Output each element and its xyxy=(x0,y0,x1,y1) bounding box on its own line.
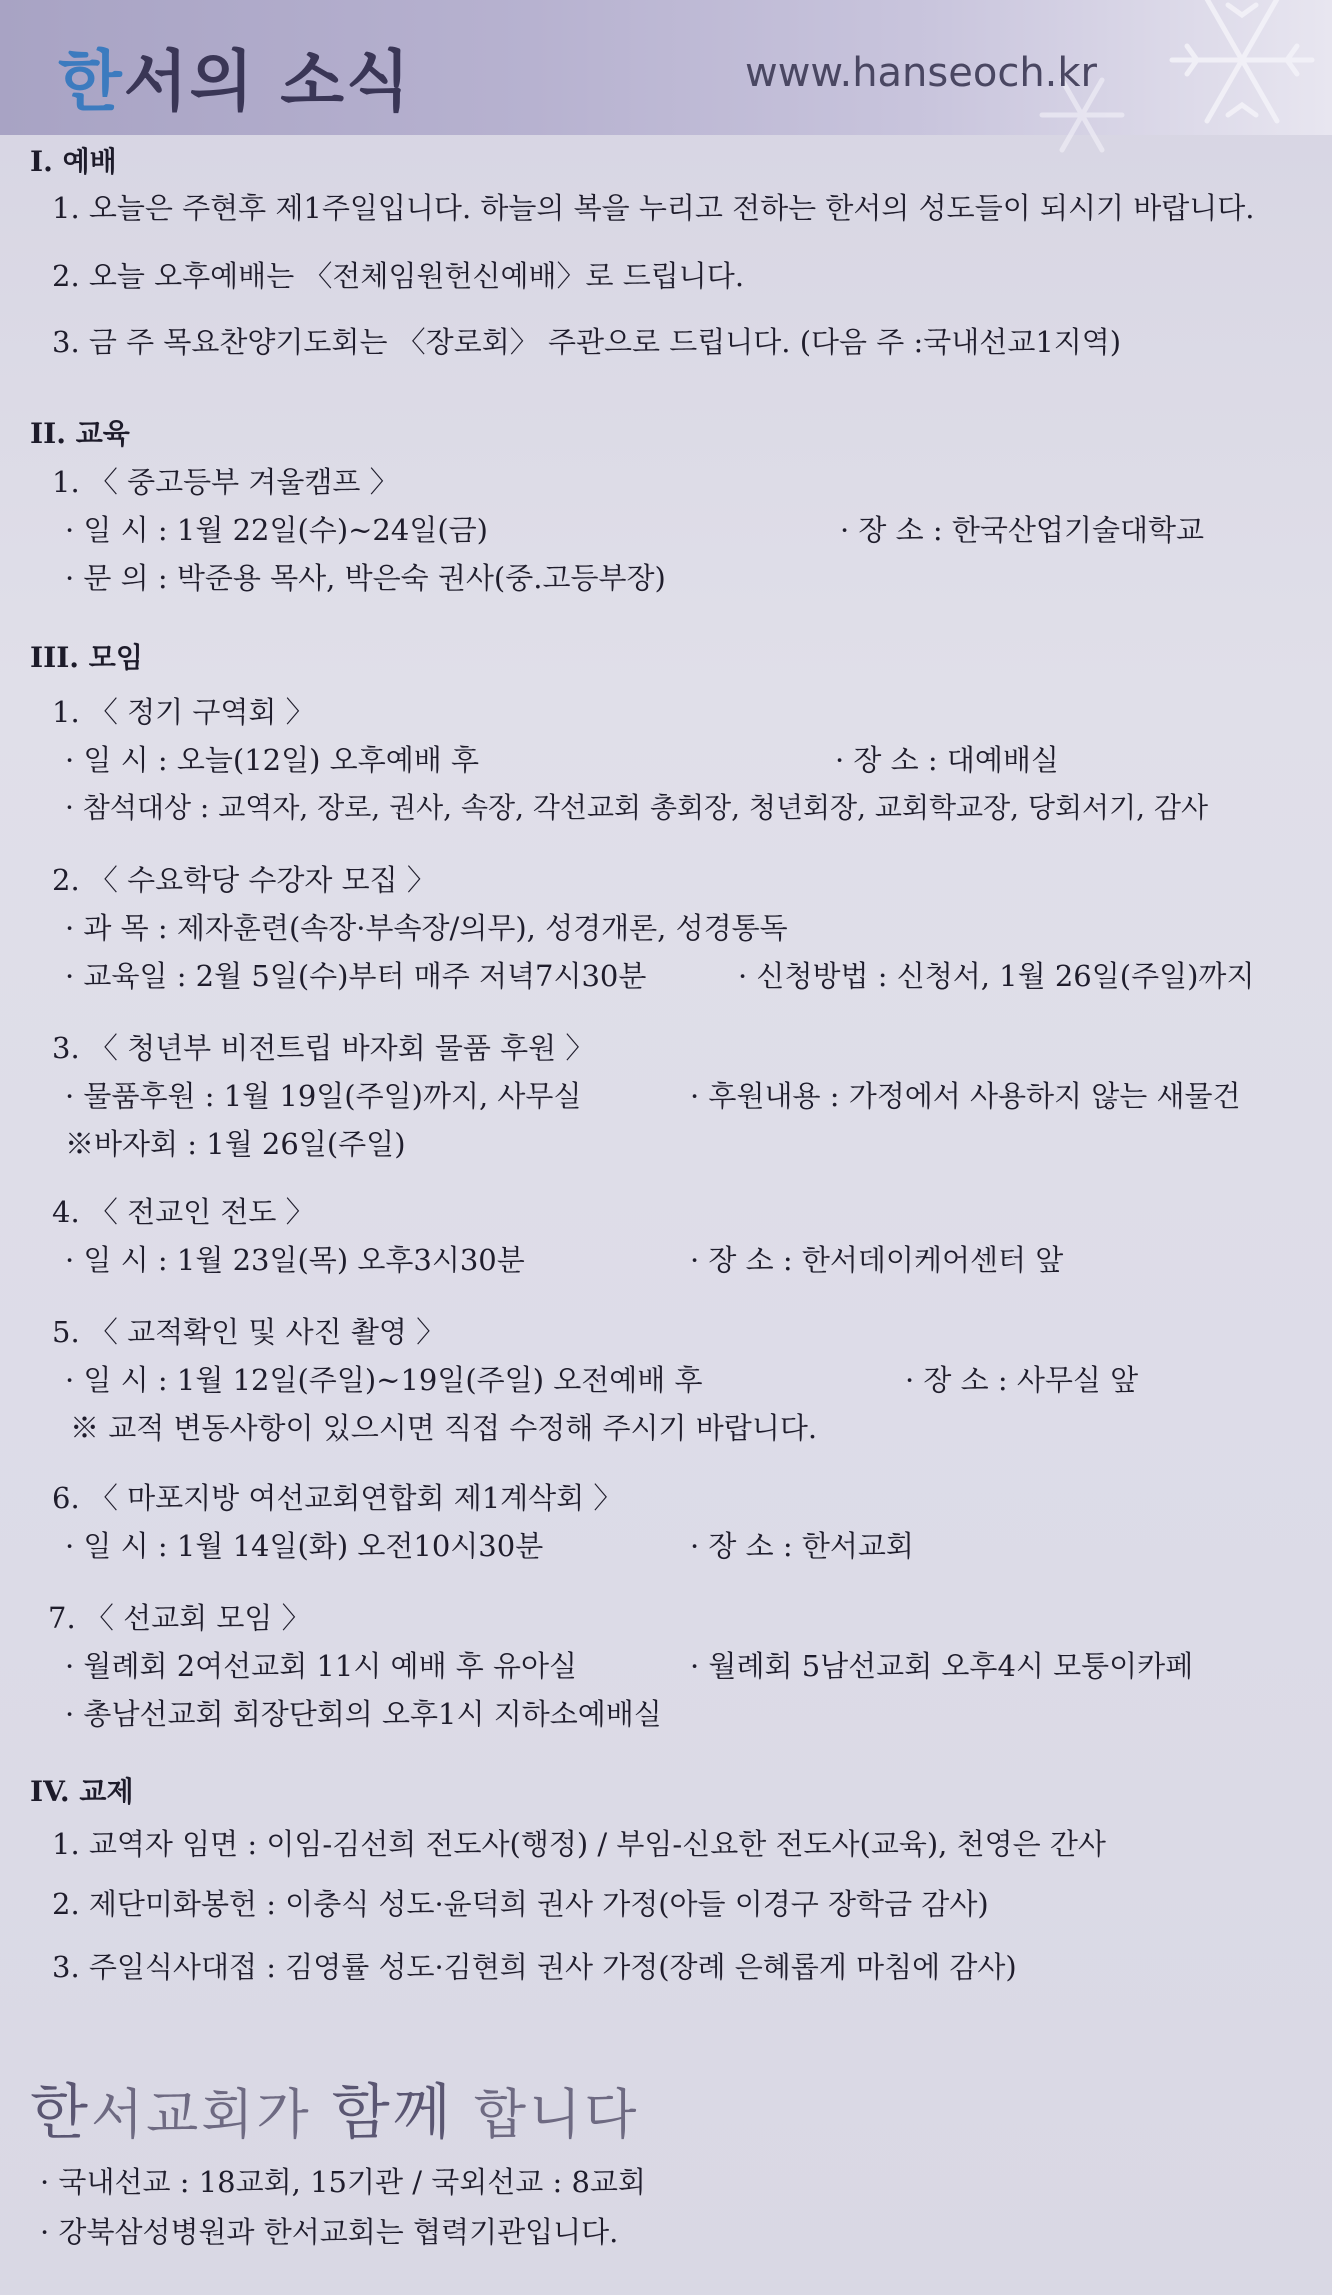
education-item-1-where: · 장 소 : 한국산업기술대학교 xyxy=(840,513,1205,547)
meeting-1-where: · 장 소 : 대예배실 xyxy=(835,743,1059,777)
meeting-3-title: 3. 〈 청년부 비전트립 바자회 물품 후원 〉 xyxy=(52,1031,595,1065)
meeting-6-title: 6. 〈 마포지방 여선교회연합회 제1계삭회 〉 xyxy=(52,1481,623,1515)
meeting-4-title: 4. 〈 전교인 전도 〉 xyxy=(52,1195,315,1229)
worship-item-2: 2. 오늘 오후예배는 〈전체임원헌신예배〉로 드립니다. xyxy=(52,259,745,293)
meeting-5-where: · 장 소 : 사무실 앞 xyxy=(905,1363,1139,1397)
meeting-4-when: · 일 시 : 1월 23일(목) 오후3시30분 xyxy=(65,1243,525,1277)
education-item-1-contact: · 문 의 : 박준용 목사, 박은숙 권사(중.고등부장) xyxy=(65,561,666,595)
section-meetings-heading: III. 모임 xyxy=(30,641,143,674)
worship-item-3: 3. 금 주 목요찬양기도회는 〈장로회〉 주관으로 드립니다. (다음 주 :국내선교1지역) xyxy=(52,325,1122,359)
meeting-6-when: · 일 시 : 1월 14일(화) 오전10시30분 xyxy=(65,1529,544,1563)
meeting-2-apply: · 신청방법 : 신청서, 1월 26일(주일)까지 xyxy=(738,959,1255,993)
meeting-5-when: · 일 시 : 1월 12일(주일)~19일(주일) 오전예배 후 xyxy=(65,1363,703,1397)
meeting-1-title: 1. 〈 정기 구역회 〉 xyxy=(52,695,315,729)
meeting-6-where: · 장 소 : 한서교회 xyxy=(690,1529,914,1563)
fellowship-item-1: 1. 교역자 임면 : 이임-김선희 전도사(행정) / 부임-신요한 전도사(교육), 천영은 간사 xyxy=(52,1827,1106,1861)
footer-partner: · 강북삼성병원과 한서교회는 협력기관입니다. xyxy=(40,2215,619,2249)
masthead-title-accent: 한 xyxy=(58,43,124,120)
meeting-7-item-b: · 월례회 5남선교회 오후4시 모퉁이카페 xyxy=(690,1649,1194,1683)
fellowship-item-3: 3. 주일식사대접 : 김영률 성도·김현희 권사 가정(장례 은혜롭게 마침에 감사) xyxy=(52,1950,1017,1984)
meeting-3-bazaar: ※바자회 : 1월 26일(주일) xyxy=(65,1127,406,1161)
meeting-3-content: · 후원내용 : 가정에서 사용하지 않는 새물건 xyxy=(690,1079,1241,1113)
meeting-5-title: 5. 〈 교적확인 및 사진 촬영 〉 xyxy=(52,1315,446,1349)
meeting-1-when: · 일 시 : 오늘(12일) 오후예배 후 xyxy=(65,743,479,777)
meeting-2-subjects: · 과 목 : 제자훈련(속장·부속장/의무), 성경개론, 성경통독 xyxy=(65,911,788,945)
footer-title xyxy=(30,2065,639,2151)
meeting-4-where: · 장 소 : 한서데이케어센터 앞 xyxy=(690,1243,1064,1277)
fellowship-item-2: 2. 제단미화봉헌 : 이충식 성도·윤덕희 권사 가정(아들 이경구 장학금 감사) xyxy=(52,1887,989,1921)
meeting-5-note: ※ 교적 변동사항이 있으시면 직접 수정해 주시기 바랍니다. xyxy=(70,1411,818,1445)
worship-item-1: 1. 오늘은 주현후 제1주일입니다. 하늘의 복을 누리고 전하는 한서의 성도들이 되시기 바랍니다. xyxy=(52,191,1255,225)
meeting-7-item-c: · 총남선교회 회장단회의 오후1시 지하소예배실 xyxy=(65,1697,662,1731)
masthead-title-rest: 서의 소식 xyxy=(123,43,412,120)
meeting-1-attendees: · 참석대상 : 교역자, 장로, 권사, 속장, 각선교회 총회장, 청년회장, 교회학교장, 당회서기, 감사 xyxy=(65,791,1209,824)
meeting-2-date: · 교육일 : 2월 5일(수)부터 매주 저녁7시30분 xyxy=(65,959,647,993)
education-item-1-when: · 일 시 : 1월 22일(수)~24일(금) xyxy=(65,513,488,547)
education-item-1-title: 1. 〈 중고등부 겨울캠프 〉 xyxy=(52,465,399,499)
section-fellowship-heading: IV. 교제 xyxy=(30,1775,134,1808)
website-url: www.hanseoch.kr xyxy=(745,50,1097,96)
meeting-3-support: · 물품후원 : 1월 19일(주일)까지, 사무실 xyxy=(65,1079,582,1113)
footer-title-part3: 함께 xyxy=(331,2078,454,2148)
meeting-7-title: 7. 〈 선교회 모임 〉 xyxy=(48,1601,311,1635)
footer-title-part2: 서교회가 xyxy=(90,2083,332,2146)
meeting-2-title: 2. 〈 수요학당 수강자 모집 〉 xyxy=(52,863,436,897)
footer-title-part1: 한 xyxy=(30,2078,91,2148)
section-worship-heading: I. 예배 xyxy=(30,145,117,178)
meeting-7-item-a: · 월례회 2여선교회 11시 예배 후 유아실 xyxy=(65,1649,578,1683)
footer-missions: · 국내선교 : 18교회, 15기관 / 국외선교 : 8교회 xyxy=(40,2165,646,2199)
section-education-heading: II. 교육 xyxy=(30,417,130,450)
footer-title-part4: 합니다 xyxy=(453,2083,640,2146)
masthead-title xyxy=(58,28,412,123)
